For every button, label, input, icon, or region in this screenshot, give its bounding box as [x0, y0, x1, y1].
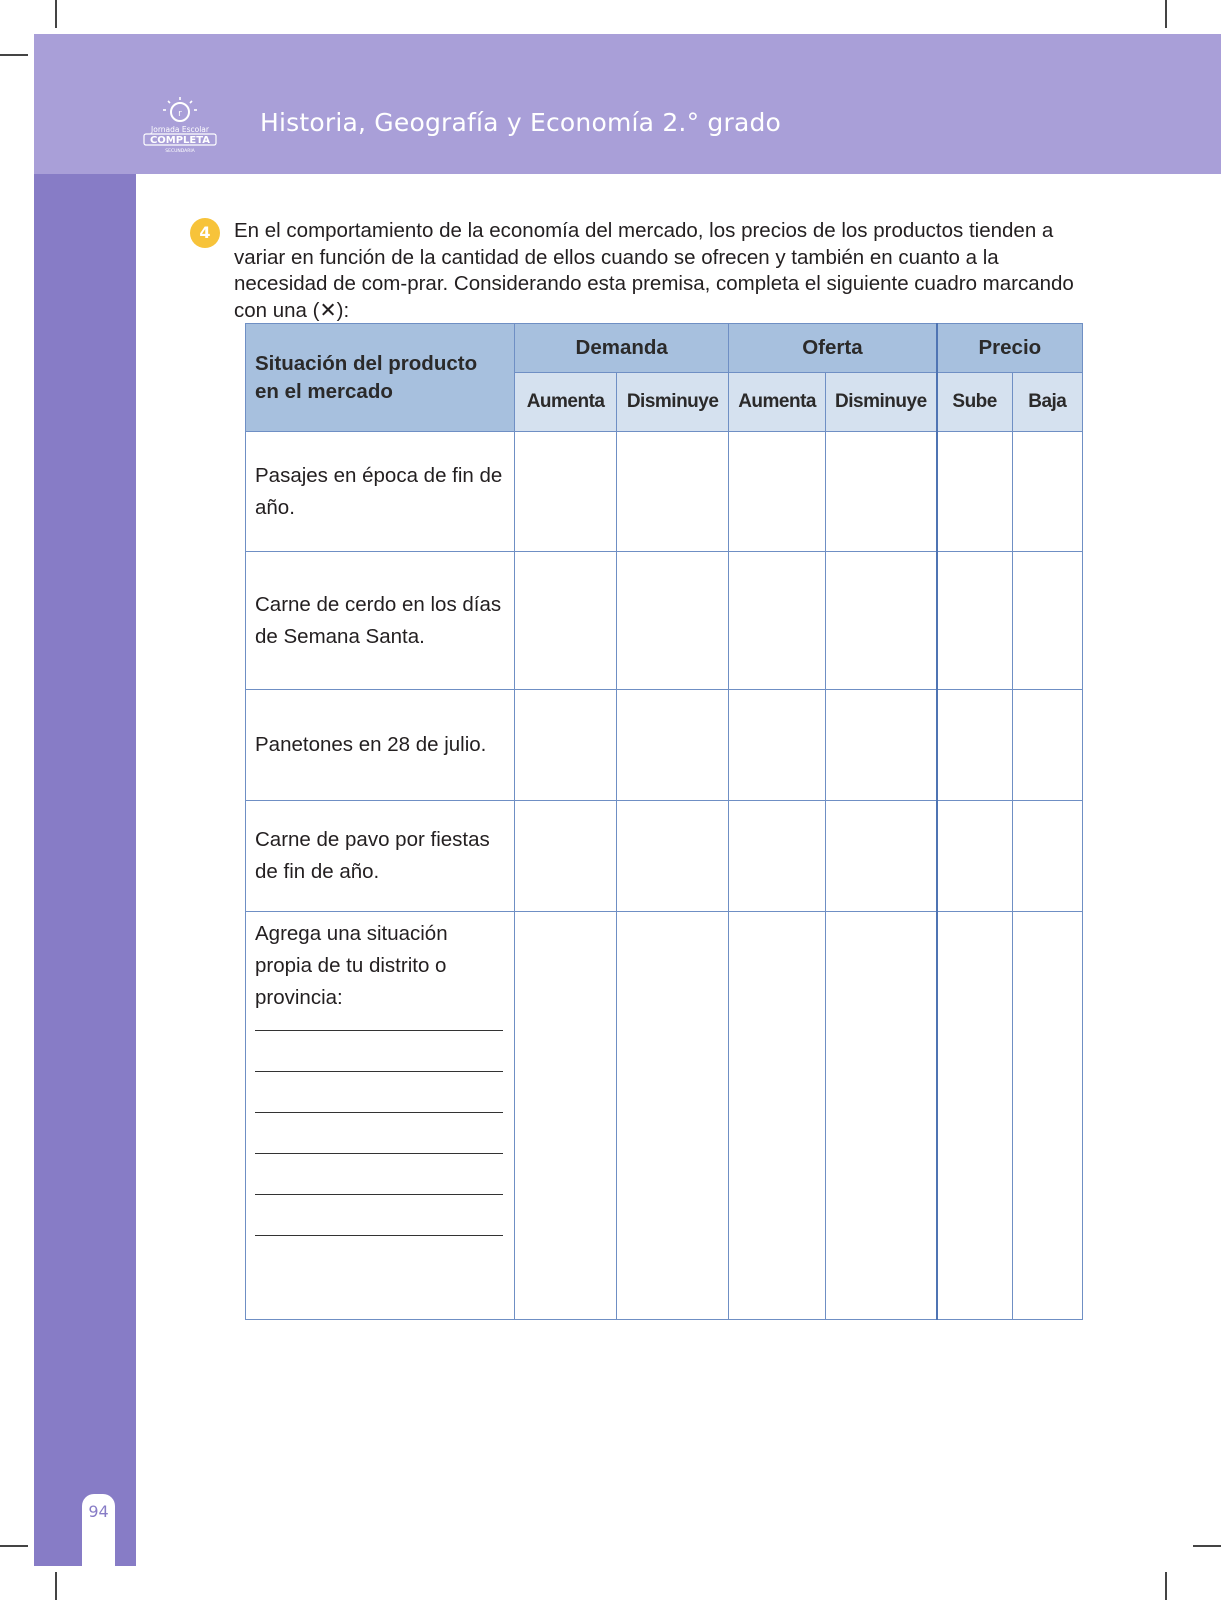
answer-cell[interactable] — [937, 432, 1012, 552]
answer-cell[interactable] — [1012, 552, 1082, 690]
crop-mark — [1165, 1572, 1167, 1600]
answer-cell[interactable] — [515, 801, 617, 912]
table-row — [246, 690, 1083, 801]
row-label: Panetones en 28 de julio. — [246, 690, 515, 801]
demanda-header: Demanda — [515, 324, 729, 373]
table-row — [246, 801, 1083, 912]
writing-lines[interactable] — [255, 1030, 503, 1236]
demanda-disminuye-header: Disminuye — [617, 373, 729, 432]
writing-line[interactable] — [255, 1112, 503, 1113]
table-row — [246, 432, 1083, 552]
logo-text-1: Jornada Escolar — [151, 125, 209, 134]
answer-cell[interactable] — [826, 801, 937, 912]
row-label: Carne de pavo por fiestas de fin de año. — [246, 801, 515, 912]
oferta-header: Oferta — [729, 324, 937, 373]
writing-line[interactable] — [255, 1153, 503, 1154]
answer-cell[interactable] — [729, 912, 826, 1320]
answer-cell[interactable] — [617, 912, 729, 1320]
answer-cell[interactable] — [617, 801, 729, 912]
answer-cell[interactable] — [1012, 432, 1082, 552]
answer-cell[interactable] — [937, 552, 1012, 690]
answer-cell[interactable] — [515, 912, 617, 1320]
row-label: Agrega una situación propia de tu distrito o provincia: — [255, 922, 448, 1009]
answer-cell[interactable] — [1012, 912, 1082, 1320]
answer-cell[interactable] — [729, 432, 826, 552]
row-label: Carne de cerdo en los días de Semana Santa. — [246, 552, 515, 690]
answer-cell[interactable] — [515, 432, 617, 552]
header-title: Historia, Geografía y Economía 2.° grado — [260, 108, 782, 137]
question-number-badge: 4 — [190, 218, 220, 248]
crop-mark — [55, 1572, 57, 1600]
oferta-aumenta-header: Aumenta — [729, 373, 826, 432]
answer-cell[interactable] — [617, 552, 729, 690]
side-band — [34, 174, 136, 1566]
answer-cell[interactable] — [826, 552, 937, 690]
crop-mark — [55, 0, 57, 28]
answer-cell[interactable] — [826, 690, 937, 801]
logo-text-2: COMPLETA — [149, 135, 211, 146]
crop-mark — [0, 54, 28, 56]
row-label: Pasajes en época de fin de año. — [246, 432, 515, 552]
precio-header: Precio — [937, 324, 1083, 373]
table-row — [246, 552, 1083, 690]
answer-cell[interactable] — [729, 552, 826, 690]
market-table — [245, 323, 1083, 1320]
crop-mark — [1193, 1545, 1221, 1547]
writing-line[interactable] — [255, 1194, 503, 1195]
precio-baja-header: Baja — [1012, 373, 1082, 432]
crop-mark — [1165, 0, 1167, 28]
answer-cell[interactable] — [515, 552, 617, 690]
answer-cell[interactable] — [937, 912, 1012, 1320]
situation-column-header: Situación del producto en el mercado — [246, 324, 515, 432]
answer-cell[interactable] — [617, 432, 729, 552]
writing-line[interactable] — [255, 1235, 503, 1236]
logo-text-3: SECUNDARIA — [165, 149, 195, 154]
answer-cell[interactable] — [617, 690, 729, 801]
demanda-aumenta-header: Aumenta — [515, 373, 617, 432]
writing-line[interactable] — [255, 1071, 503, 1072]
page-number: 94 — [88, 1502, 109, 1521]
answer-cell[interactable] — [826, 432, 937, 552]
precio-sube-header: Sube — [937, 373, 1012, 432]
writing-line[interactable] — [255, 1030, 503, 1031]
answer-cell[interactable] — [937, 801, 1012, 912]
answer-cell[interactable] — [937, 690, 1012, 801]
answer-cell[interactable] — [729, 801, 826, 912]
answer-cell[interactable] — [515, 690, 617, 801]
table-row — [246, 912, 1083, 1320]
custom-situation-cell[interactable] — [246, 912, 515, 1320]
question-text: En el comportamiento de la economía del mercado, los precios de los productos tienden a variar en función de la cantidad de ellos cuando se ofrecen y también en cuanto a la necesidad de com-prar. Considerando esta premisa, completa el siguiente cuadro marcando con una (✕): — [234, 219, 1074, 322]
oferta-disminuye-header: Disminuye — [826, 373, 937, 432]
answer-cell[interactable] — [1012, 801, 1082, 912]
svg-text:r: r — [178, 109, 182, 119]
answer-cell[interactable] — [1012, 690, 1082, 801]
jornada-escolar-logo — [140, 96, 220, 156]
answer-cell[interactable] — [729, 690, 826, 801]
answer-cell[interactable] — [826, 912, 937, 1320]
crop-mark — [0, 1545, 28, 1547]
